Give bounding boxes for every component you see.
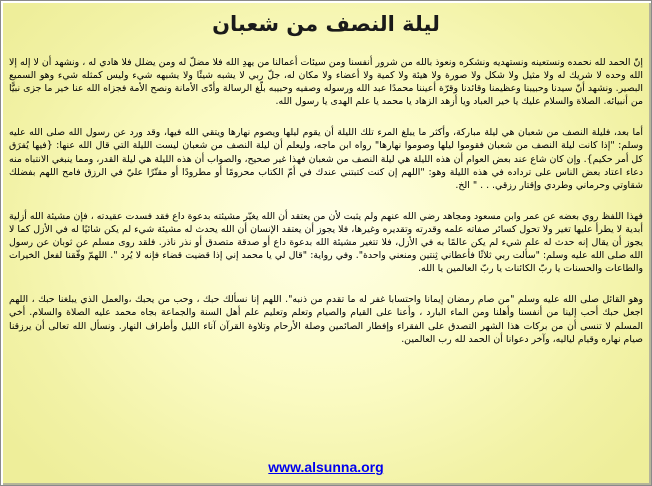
website-link[interactable]: www.alsunna.org [268,459,384,475]
paragraph-virtue: أما بعد، فليلة النصف من شعبان هي ليلة مباركة، وأكثر ما يبلغ المرء تلك الليلة أن يقوم ليلها ويصوم نهارها ويتقي الله فيها، وقد ورد عن رسول الله صلى الله عليه وسلم: "إذا كانت ليلة النصف من شعبان فقوموا ليلها وصوموا نهارها" رواه ابن ماجه، وليعلم أن ليلة النصف من شعبان ليست الليلة التي قال الله عنها: {فيها يُفرَق كل أمر حكيم}. وإن كان شاع عند بعض العوام أن هذه الليلة هي ليلة النصف من شعبان فهذا غير صحيح، والصواب أن هذه الليلة هي ليلة القدر، ومما ينبغي الانتباه منه دعاء اعتاد بعض الناس على ترداده في هذه الليلة وهو: "اللهم إن كنت كتبتني عندك في أمّ الكتاب محرومًا أو مطرودًا أو مقتّرًا عليّ في الرزق فامح اللهم بفضلك شقاوتي وحرماني وطردي وإقتار رزقي. . . " الخ. [9,127,643,191]
paragraph-creed: فهذا اللفظ روي بعضه عن عمر وابن مسعود ومجاهد رضي الله عنهم ولم يثبت لأن من يعتقد أن الله يغيّر مشيئته بدعوة داع فقد فسدت عقيدته ، فإن مشيئة الله أزلية أبدية لا يطرأ عليها تغير ولا تحول كسائر صفاته علمه وقدرته وتقديره وغيرها، فلا يجوز أن يعتقد الإنسان أن الله يحدث له مشيئة شيء لم يكن شائيًا له في الأزل كما لا يجوز أن يقال إنه حدث له علم شيء لم يكن عالمًا به في الأزل، فلا تتغير مشيئة الله بدعوة داع أو صدقة متصدق أو نذر ناذر. فلقد روى مسلم عن ثوبان عن رسول الله صلى الله عليه وسلم: "سألت ربي ثلاثًا فأعطاني ثِنتين ومنعني واحدة". وفي رواية: "قال لي يا محمد إني إذا قضيت قضاء فإنه لا يُرد ". اللهمّ وفّقنا لفعل الخيرات والطاعات والحسنات يا ربّ الكائنات يا ربّ العالمين يا الله. [9,210,643,275]
article-body [9,56,643,364]
paragraph-intro: إنّ الحمد لله نحمده ونستعينه ونستهديه ونشكره ونعوذ بالله من شرور أنفسنا ومن سيئات أعمالنا من يهدِ الله فلا مضلّ له ومن يضلل فلا هادي له ، ونشهد أن لا إله إلا الله وحده لا شريك له ولا مثيل ولا شكل ولا صورة ولا هيئة ولا كمية ولا أعضاء ولا مكان له، جلّ ربي لا يشبه شيئًا ولا يشبهه شيء وليس كمثله شيء وهو السميع البصير. ونشهد أنّ سيدنا وحبيبنا وعظيمنا وقائدنا وقرّة أعيننا محمدًا عبد الله ورسوله وصفيه وحبيبه بلّغ الرسالة وأدّى الأمانة ونصح الأمة فجزاه الله عنا خير ما جزى نبيًّا من أنبيائه. الصلاة والسلام عليك يا خير العباد ويا أزهد الزهاد يا محمد يا علم الهدى يا رسول الله. [9,57,643,108]
page-title: ليلة النصف من شعبان [212,12,440,36]
paragraph-closing: وهو القائل صلى الله عليه وسلم "من صام رمضان إيمانا واحتسابا غفر له ما تقدم من ذنبه". اللهم إنا نسألك حبك ، وحب من يحبك ،والعمل الذي يبلغنا حبك ، اللهم اجعل حبك أحب إلينا من أنفسنا وأهلنا ومن الماء البارد ، وأعنا على القيام والصيام وتعلم وتعليم علم أهل السنة والجماعة بجاه محمد عليه الصلاة والسلام. أخي المسلم لا تنسى أن من بركات هذا الشهر التصدق على الفقراء وإفطار الصائمين وصلة الأرحام وتلاوة القرآن آناء الليل وأطراف النهار. ونسأل الله تعالى أن يرزقنا صيام نهاره وقيام لياليه، وآخر دعوانا أن الحمد لله رب العالمين. [9,294,643,345]
